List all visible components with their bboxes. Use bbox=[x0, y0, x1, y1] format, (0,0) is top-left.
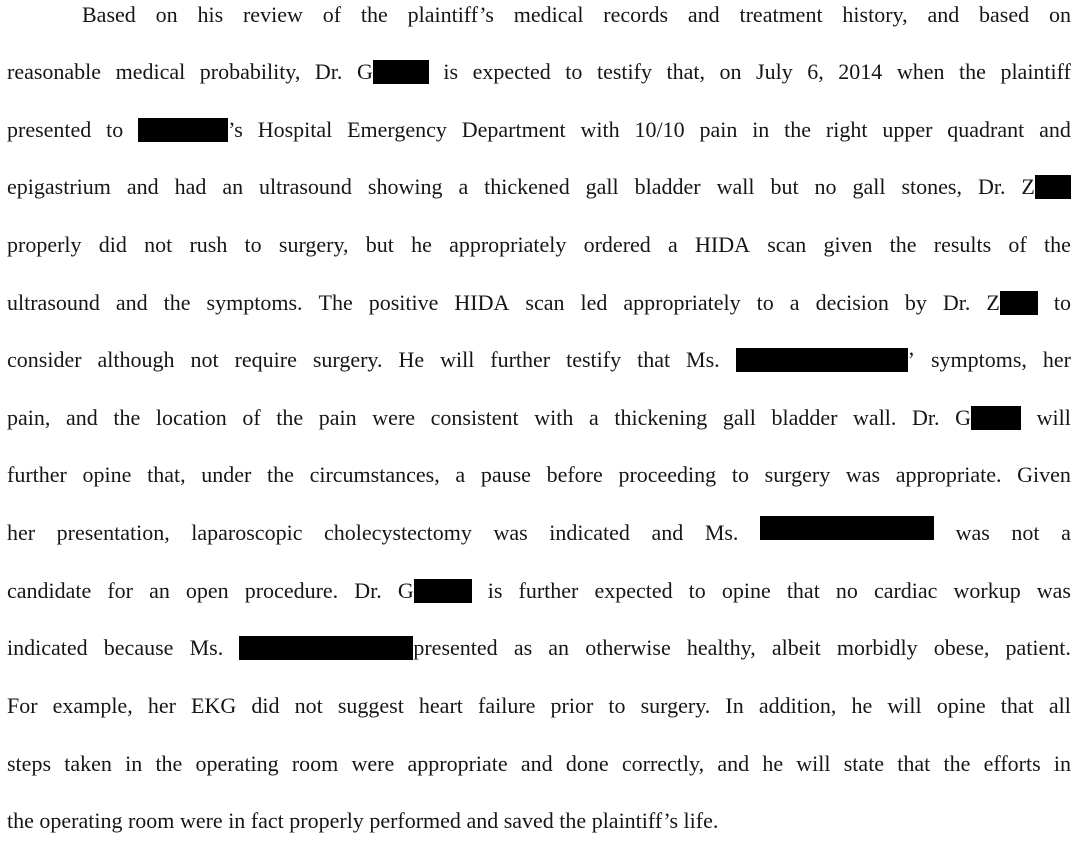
word: procedure. bbox=[244, 578, 339, 603]
word: further bbox=[518, 578, 579, 603]
word: to bbox=[565, 59, 583, 84]
word: her bbox=[7, 520, 36, 545]
word: to bbox=[244, 232, 262, 257]
word: to bbox=[756, 290, 774, 315]
word-with-redaction bbox=[398, 571, 472, 611]
word: and bbox=[1039, 117, 1071, 142]
word: opine bbox=[82, 462, 132, 487]
word: Ms. bbox=[189, 635, 224, 660]
word: he bbox=[411, 232, 432, 257]
word: will bbox=[796, 751, 831, 776]
word: symptoms, bbox=[930, 347, 1027, 372]
word: will bbox=[887, 693, 922, 718]
word: epigastrium bbox=[7, 174, 111, 199]
word: the bbox=[1043, 232, 1071, 257]
word: in bbox=[125, 751, 143, 776]
word: July bbox=[756, 59, 793, 84]
word: consider bbox=[7, 347, 82, 372]
word: based bbox=[979, 2, 1030, 27]
word: and bbox=[126, 174, 159, 199]
word: require bbox=[234, 347, 297, 372]
word: Emergency bbox=[347, 117, 447, 142]
redaction-bar bbox=[138, 118, 228, 142]
word: ordered bbox=[583, 232, 651, 257]
word: results bbox=[933, 232, 992, 257]
paragraph-line-6 bbox=[7, 283, 1071, 323]
word: an bbox=[222, 174, 244, 199]
word: opine bbox=[721, 578, 771, 603]
word: saved bbox=[503, 808, 554, 833]
word: Based bbox=[82, 2, 136, 27]
word: to bbox=[731, 462, 749, 487]
word: 6, bbox=[807, 59, 824, 84]
word: done bbox=[565, 751, 609, 776]
word: on bbox=[1048, 2, 1071, 27]
word: the bbox=[267, 462, 294, 487]
word: the bbox=[155, 751, 183, 776]
redaction-bar bbox=[1000, 291, 1038, 315]
word: a bbox=[789, 290, 800, 315]
word: gall bbox=[852, 174, 886, 199]
word: to bbox=[688, 578, 706, 603]
word: and bbox=[687, 2, 720, 27]
paragraph-line-8 bbox=[7, 398, 1071, 438]
word: Dr. bbox=[942, 290, 971, 315]
word: given bbox=[823, 232, 873, 257]
word: her bbox=[1042, 347, 1071, 372]
word: because bbox=[103, 635, 174, 660]
paragraph-line-14 bbox=[7, 744, 1071, 784]
word: when bbox=[896, 59, 945, 84]
word: showing bbox=[367, 174, 443, 199]
word: the bbox=[559, 808, 587, 833]
word: further bbox=[490, 347, 551, 372]
word: records bbox=[603, 2, 669, 27]
word: were bbox=[351, 751, 395, 776]
word: life. bbox=[683, 808, 719, 833]
word: circumstances, bbox=[309, 462, 440, 487]
word: expected bbox=[594, 578, 673, 603]
word: that, bbox=[666, 59, 705, 84]
word: wall bbox=[716, 174, 755, 199]
word: pain, bbox=[7, 405, 51, 430]
word: is bbox=[487, 578, 503, 603]
word: and bbox=[466, 808, 499, 833]
word: pause bbox=[480, 462, 531, 487]
word: did bbox=[251, 693, 280, 718]
word: HIDA bbox=[695, 232, 750, 257]
word: G bbox=[955, 405, 972, 430]
word: steps bbox=[7, 751, 51, 776]
word: cholecystectomy bbox=[324, 520, 472, 545]
word: was bbox=[845, 462, 881, 487]
word: plaintiff’s bbox=[407, 2, 494, 27]
word: the bbox=[7, 808, 34, 833]
word: no bbox=[814, 174, 837, 199]
paragraph-line-15 bbox=[7, 801, 1071, 841]
word: gall bbox=[585, 174, 619, 199]
word: Department bbox=[461, 117, 566, 142]
word: medical bbox=[513, 2, 584, 27]
word: and bbox=[115, 290, 148, 315]
word: Ms. bbox=[704, 520, 739, 545]
word: operating bbox=[39, 808, 123, 833]
word: by bbox=[904, 290, 927, 315]
word: patient. bbox=[1005, 635, 1071, 660]
paragraph-line-4 bbox=[7, 167, 1071, 207]
word: He bbox=[398, 347, 425, 372]
word: ’s bbox=[228, 117, 243, 142]
word: surgery. bbox=[640, 693, 711, 718]
word: the bbox=[276, 405, 304, 430]
word: state bbox=[843, 751, 885, 776]
word: thickened bbox=[484, 174, 570, 199]
word: he bbox=[762, 751, 784, 776]
word: Dr. bbox=[314, 59, 343, 84]
word: EKG bbox=[191, 693, 237, 718]
word: and bbox=[651, 520, 684, 545]
word: appropriate. bbox=[895, 462, 1002, 487]
paragraph-line-11 bbox=[7, 571, 1071, 611]
word: For bbox=[7, 693, 38, 718]
paragraph-line-5 bbox=[7, 225, 1071, 265]
word: led bbox=[580, 290, 608, 315]
word-with-redaction bbox=[357, 52, 429, 92]
word: appropriately bbox=[623, 290, 741, 315]
word: indicated bbox=[549, 520, 630, 545]
word-with-redaction bbox=[955, 398, 1021, 438]
word: not bbox=[190, 347, 219, 372]
word: HIDA bbox=[454, 290, 510, 315]
redaction-bar bbox=[971, 406, 1021, 430]
word: operating bbox=[195, 751, 279, 776]
word: did bbox=[98, 232, 127, 257]
word: the bbox=[360, 2, 388, 27]
word: albeit bbox=[771, 635, 821, 660]
word: the bbox=[943, 751, 971, 776]
paragraph-line-13 bbox=[7, 686, 1071, 726]
word: G bbox=[397, 578, 414, 603]
word: symptoms. bbox=[206, 290, 303, 315]
word: the bbox=[959, 59, 986, 84]
word: and bbox=[717, 751, 750, 776]
word: presentation, bbox=[56, 520, 170, 545]
word: Z bbox=[986, 290, 1000, 315]
word: 10/10 bbox=[634, 117, 685, 142]
word: that bbox=[786, 578, 820, 603]
word: further bbox=[7, 462, 67, 487]
word: presented bbox=[413, 635, 498, 660]
word: scan bbox=[767, 232, 807, 257]
word-with-redaction bbox=[1021, 167, 1070, 207]
word: plaintiff’s bbox=[591, 808, 679, 833]
word: surgery. bbox=[312, 347, 383, 372]
word: Hospital bbox=[257, 117, 333, 142]
word: suggest bbox=[337, 693, 404, 718]
word: surgery bbox=[764, 462, 831, 487]
word: prior bbox=[550, 693, 594, 718]
word: her bbox=[147, 693, 176, 718]
word: a bbox=[455, 462, 466, 487]
word: that bbox=[897, 751, 931, 776]
word: had bbox=[174, 174, 207, 199]
word: obese, bbox=[933, 635, 990, 660]
word: with bbox=[534, 405, 574, 430]
word: in bbox=[228, 808, 246, 833]
word: ultrasound bbox=[259, 174, 352, 199]
word: failure bbox=[478, 693, 536, 718]
word: the bbox=[889, 232, 917, 257]
word: morbidly bbox=[836, 635, 918, 660]
word: Dr. bbox=[354, 578, 382, 603]
word: will bbox=[1036, 405, 1071, 430]
redaction-bar bbox=[736, 348, 908, 372]
word: was bbox=[493, 520, 528, 545]
paragraph-line-1 bbox=[82, 0, 1071, 35]
word: efforts bbox=[983, 751, 1041, 776]
word: although bbox=[97, 347, 175, 372]
word: a bbox=[589, 405, 599, 430]
word: he bbox=[851, 693, 873, 718]
word: laparoscopic bbox=[191, 520, 303, 545]
word: and bbox=[66, 405, 98, 430]
paragraph-line-12 bbox=[7, 628, 1071, 668]
word: Given bbox=[1017, 462, 1071, 487]
word: will bbox=[440, 347, 475, 372]
word: as bbox=[513, 635, 533, 660]
word: were bbox=[372, 405, 416, 430]
word: an bbox=[149, 578, 170, 603]
word: positive bbox=[368, 290, 439, 315]
word: probability, bbox=[199, 59, 301, 84]
word: performed bbox=[369, 808, 461, 833]
word: quadrant bbox=[947, 117, 1025, 142]
word: correctly, bbox=[621, 751, 705, 776]
word: in bbox=[1053, 751, 1071, 776]
redaction-bar bbox=[1035, 175, 1071, 199]
word: cardiac bbox=[873, 578, 938, 603]
word: testify bbox=[596, 59, 652, 84]
word: properly bbox=[289, 808, 364, 833]
word: fact bbox=[250, 808, 284, 833]
word: proceeding bbox=[618, 462, 717, 487]
word: treatment bbox=[739, 2, 823, 27]
word: The bbox=[318, 290, 353, 315]
word: example, bbox=[52, 693, 133, 718]
word: properly bbox=[7, 232, 82, 257]
word: all bbox=[1048, 693, 1071, 718]
word: is bbox=[443, 59, 459, 84]
word-with-redaction bbox=[986, 283, 1037, 323]
word: that bbox=[637, 347, 671, 372]
redaction-bar bbox=[760, 516, 934, 540]
word: surgery, bbox=[278, 232, 349, 257]
word: scan bbox=[525, 290, 565, 315]
word: Dr. bbox=[912, 405, 940, 430]
word: of bbox=[1008, 232, 1027, 257]
word: of bbox=[242, 405, 261, 430]
word: healthy, bbox=[686, 635, 756, 660]
word: room bbox=[127, 808, 175, 833]
word: addition, bbox=[758, 693, 837, 718]
word: the bbox=[113, 405, 141, 430]
word: appropriately bbox=[449, 232, 567, 257]
word: for bbox=[107, 578, 134, 603]
word: to bbox=[608, 693, 626, 718]
word: candidate bbox=[7, 578, 92, 603]
word: right bbox=[825, 117, 868, 142]
paragraph-line-7 bbox=[7, 340, 1071, 380]
word: stones, bbox=[901, 174, 962, 199]
word: on bbox=[719, 59, 742, 84]
word: the bbox=[163, 290, 191, 315]
word-with-redaction bbox=[239, 628, 497, 668]
redaction-bar bbox=[239, 636, 413, 660]
word: with bbox=[580, 117, 620, 142]
word: on bbox=[155, 2, 178, 27]
word: G bbox=[356, 59, 373, 84]
word: gall bbox=[722, 405, 756, 430]
word: an bbox=[548, 635, 570, 660]
word: not bbox=[294, 693, 323, 718]
word: reasonable bbox=[7, 59, 102, 84]
word-with-redaction bbox=[736, 340, 915, 380]
word: consistent bbox=[430, 405, 519, 430]
word: before bbox=[546, 462, 603, 487]
word: that bbox=[1000, 693, 1034, 718]
word: not bbox=[1011, 520, 1040, 545]
word: taken bbox=[64, 751, 112, 776]
paragraph-line-3 bbox=[7, 110, 1071, 150]
word: a bbox=[1061, 520, 1071, 545]
word: in bbox=[752, 117, 770, 142]
word: pain bbox=[318, 405, 357, 430]
redaction-bar bbox=[373, 60, 429, 84]
paragraph-line-2 bbox=[7, 52, 1071, 92]
word: otherwise bbox=[585, 635, 671, 660]
word: medical bbox=[115, 59, 186, 84]
word: history, bbox=[842, 2, 908, 27]
word: indicated bbox=[7, 635, 88, 660]
word: heart bbox=[418, 693, 463, 718]
word: his bbox=[197, 2, 224, 27]
word: a bbox=[668, 232, 678, 257]
word: was bbox=[955, 520, 990, 545]
word: ultrasound bbox=[7, 290, 100, 315]
word: under bbox=[201, 462, 252, 487]
word: plaintiff bbox=[1000, 59, 1071, 84]
paragraph-line-9 bbox=[7, 455, 1071, 495]
word: review bbox=[242, 2, 303, 27]
word: appropriate bbox=[407, 751, 508, 776]
word: no bbox=[835, 578, 858, 603]
word: to bbox=[106, 117, 124, 142]
word: and bbox=[520, 751, 553, 776]
word: location bbox=[155, 405, 227, 430]
word: but bbox=[365, 232, 394, 257]
word: not bbox=[144, 232, 173, 257]
word: workup bbox=[953, 578, 1021, 603]
word: Dr. bbox=[977, 174, 1006, 199]
word: pain bbox=[699, 117, 738, 142]
word: wall. bbox=[853, 405, 897, 430]
word-with-redaction bbox=[138, 110, 243, 150]
word: a bbox=[458, 174, 469, 199]
word: rush bbox=[189, 232, 228, 257]
word: ’ bbox=[907, 347, 915, 372]
word: 2014 bbox=[838, 59, 883, 84]
word: testify bbox=[566, 347, 622, 372]
word: were bbox=[179, 808, 223, 833]
word: of bbox=[322, 2, 342, 27]
word: and bbox=[927, 2, 960, 27]
word: bladder bbox=[634, 174, 701, 199]
word: but bbox=[770, 174, 799, 199]
word: opine bbox=[936, 693, 986, 718]
paragraph-line-10 bbox=[7, 513, 1071, 553]
word: decision bbox=[815, 290, 889, 315]
word: In bbox=[725, 693, 744, 718]
word: presented bbox=[7, 117, 92, 142]
word: was bbox=[1036, 578, 1071, 603]
word: to bbox=[1053, 290, 1071, 315]
word: open bbox=[185, 578, 229, 603]
redaction-bar bbox=[414, 579, 472, 603]
word: Ms. bbox=[686, 347, 720, 372]
word: thickening bbox=[614, 405, 708, 430]
word: upper bbox=[882, 117, 933, 142]
word: that, bbox=[147, 462, 186, 487]
word: room bbox=[291, 751, 339, 776]
word: bladder bbox=[771, 405, 838, 430]
word: the bbox=[784, 117, 812, 142]
word: expected bbox=[472, 59, 551, 84]
word: Z bbox=[1021, 174, 1035, 199]
